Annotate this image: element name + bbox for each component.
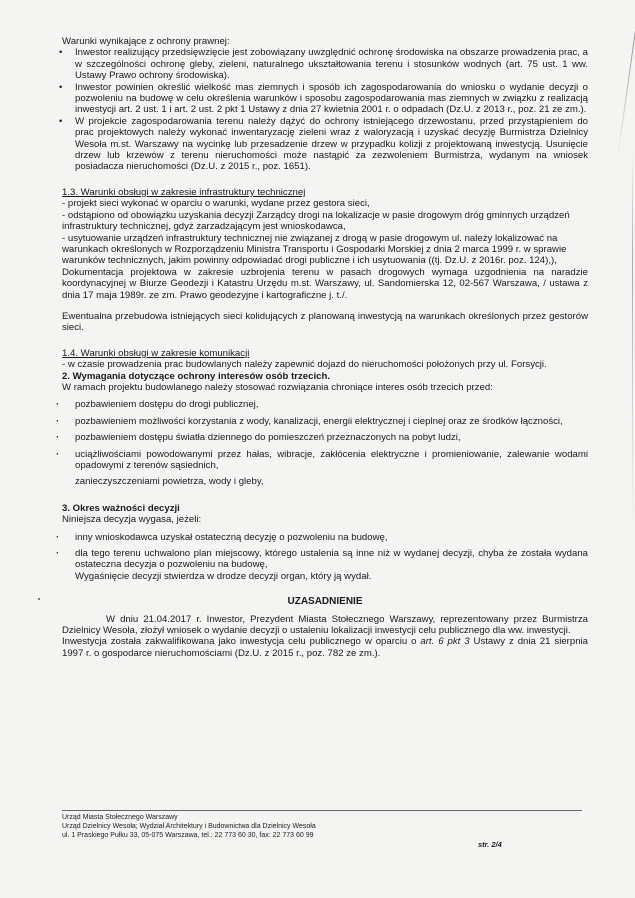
qualification-text: Inwestycja została zakwalifikowana jako inwestycja celu publicznego w oparciu o xyxy=(62,636,421,648)
third-party-item: zanieczyszczeniami powietrza, wody i gleby, xyxy=(75,476,264,488)
infra-line: - usytuowanie urządzeń infrastruktury technicznej nie związanej z drogą w pasie drogowym ul. należy lokalizować na warunkach określonych w Rozporządzeniu Ministra Transportu i Gospodarki Morskiej z dnia 2 marca 1999 r. w sprawie warunków technicznych, jakim powinny odpowiadać drogi publiczne i ich usytuowania ((tj. Dz.U. z 2016r. poz. 124),), xyxy=(62,232,567,267)
page-number: str. 2/4 xyxy=(478,840,502,849)
third-party-list xyxy=(62,399,588,487)
qualification-text-end: Ustawy z dnia 21 sierpnia 1997 r. o gospodarce nieruchomościami (Dz.U. z 2015 r., poz. 782 ze zm.). xyxy=(62,636,588,659)
article-reference: art. 6 pkt 3 xyxy=(420,636,470,648)
footer-address: ul. 1 Praskiego Pułku 33, 05-075 Warszawa, tel.: 22 773 60 30, fax: 22 773 60 99 xyxy=(62,832,314,839)
protection-item: • Inwestor realizujący przedsięwzięcie jest zobowiązany uwzględnić ochronę środowiska na obszarze prowadzenia prac, a w szczególności ochronę gleby, zieleni, naturalnego ukształtowania terenu i stosunków wodnych (art. 75 ust. 1 ww. Ustawy Prawo ochrony środowiska). xyxy=(62,47,588,81)
infra-line: - projekt sieci wykonać w oparciu o warunki, wydane przez gestora sieci, xyxy=(62,198,370,210)
protection-list xyxy=(62,47,588,172)
relocation-paragraph: Ewentualna przebudowa istniejących sieci kolidujących z planowaną inwestycją na warunkach określonych przez gestorów sieci. xyxy=(62,310,588,334)
footer-department: Urząd Dzielnicy Wesoła; Wydział Architektury i Budownictwa dla Dzielnicy Wesoła xyxy=(62,823,316,830)
justification-paragraph: W dniu 21.04.2017 r. Inwestor, Prezydent Miasta Stołecznego Warszawy, reprezentowany przez Burmistrza Dzielnicy Wesoła, złożył wniosek o wydanie decyzji o ustaleniu lokalizacji inwestycji celu publicznego dla ww. inwestycji. xyxy=(62,613,588,637)
section-1-3-heading: 1.3. Warunki obsługi w zakresie infrastruktury technicznej xyxy=(62,186,306,198)
third-party-item: · pozbawieniem dostępu światła dziennego do pomieszczeń przeznaczonych na pobyt ludzi, xyxy=(62,432,588,443)
protection-heading: Warunki wynikające z ochrony prawnej: xyxy=(62,36,230,47)
documentation-paragraph: Dokumentacja projektowa w zakresie uzbrojenia terenu w pasach drogowych wymaga uzgodnienia na naradzie koordynacyjnej w Biurze Geodezji i Katastru Urzędu m.st. Warszawy, ul. Sandomierska 12, 02-567 Warszawa, / ustawa z dnia 17 maja 1989r. ze zm. Prawo geodezyjne i kartograficzne j. t./. xyxy=(62,266,588,301)
qualification-paragraph xyxy=(62,636,588,659)
section-1-4-heading: 1.4. Warunki obsługi w zakresie komunikacji xyxy=(62,347,250,359)
infra-line: - odstąpiono od obowiązku uzyskania decyzji Zarządcy drogi na lokalizacje w pasie drogowym dróg gminnych urządzeń infrastruktury technicznej, gdyż zarzadzającym jest wnioskodawca, xyxy=(62,209,570,233)
third-party-item: · uciążliwościami powodowanymi przez hałas, wibracje, zakłócenia elektryczne i promieniowanie, zalewanie wodami opadowymi z terenów sąsiednich, xyxy=(62,449,588,472)
section-3-heading: 3. Okres ważności decyzji xyxy=(62,502,180,514)
document-body xyxy=(62,36,588,659)
expiry-item: · inny wnioskodawca uzyskał ostateczną decyzję o pozwoleniu na budowę, xyxy=(62,532,588,543)
scan-edge-line xyxy=(617,0,635,160)
access-line: - w czasie prowadzenia prac budowlanych należy zapewnić dojazd do nieruchomości położonych przy ul. Forsycji. xyxy=(62,359,547,371)
section-2-heading: 2. Wymagania dotyczące ochrony interesów osób trzecich. xyxy=(62,370,330,382)
third-party-item: · pozbawieniem możliwości korzystania z wody, kanalizacji, energii elektrycznej i cieplnej oraz ze środków łączności, xyxy=(62,416,588,427)
footer-office: Urząd Miasta Stołecznego Warszawy xyxy=(62,814,178,821)
expiry-closing: Wygaśnięcie decyzji stwierdza w drodze decyzji organ, który ją wydał. xyxy=(75,570,372,582)
expiry-item: · dla tego terenu uchwalono plan miejscowy, którego ustalenia są inne niż w wydanej decyzji, chyba że została wydana ostateczna decyzja o pozwoleniu na budowę, xyxy=(62,548,588,571)
scan-edge-shadow xyxy=(632,150,633,530)
protection-item: • Inwestor powinien określić wielkość mas ziemnych i sposób ich zagospodarowania do wniosku o wydanie decyzji o pozwoleniu na budowę w celu określenia warunków i sposobu zagospodarowania mas ziemnych w związku z realizacją inwestycji art. 2 ust. 1 i art. 2 ust. 2 pkt 1 Ustawy z dnia 27 kwietnia 2001 r. o odpadach (Dz.U. z 2013 r., poz. 21 ze zm.). xyxy=(62,82,588,116)
scan-speck xyxy=(38,598,40,600)
justification-title: UZASADNIENIE xyxy=(287,596,363,608)
expiry-list xyxy=(62,532,588,571)
protection-item: • W projekcie zagospodarowania terenu należy dążyć do ochrony istniejącego drzewostanu, przed przystąpieniem do prac projektowych należy wykonać inwentaryzację zieleni wraz z waloryzacją i uzyskać decyzję Burmistrza Dzielnicy Wesoła m.st. Warszawy na wycinkę lub przesadzenie drzew w przypadku kolizji z projektowaną inwestycją. Usunięcie drzew lub krzewów z terenu nieruchomości może nastąpić za zezwoleniem Burmistrza, wydanym na wniosek posiadacza nieruchomości (Dz.U. z 2015 r., poz. 1651). xyxy=(62,116,588,173)
third-party-item: · pozbawieniem dostępu do drogi publicznej, xyxy=(62,399,588,410)
section-3-intro: Niniejsza decyzja wygasa, jeżeli: xyxy=(62,514,202,526)
section-2-intro: W ramach projektu budowlanego należy stosować rozwiązania chroniące interes osób trzecich przed: xyxy=(62,381,493,393)
page-footer xyxy=(62,810,582,840)
